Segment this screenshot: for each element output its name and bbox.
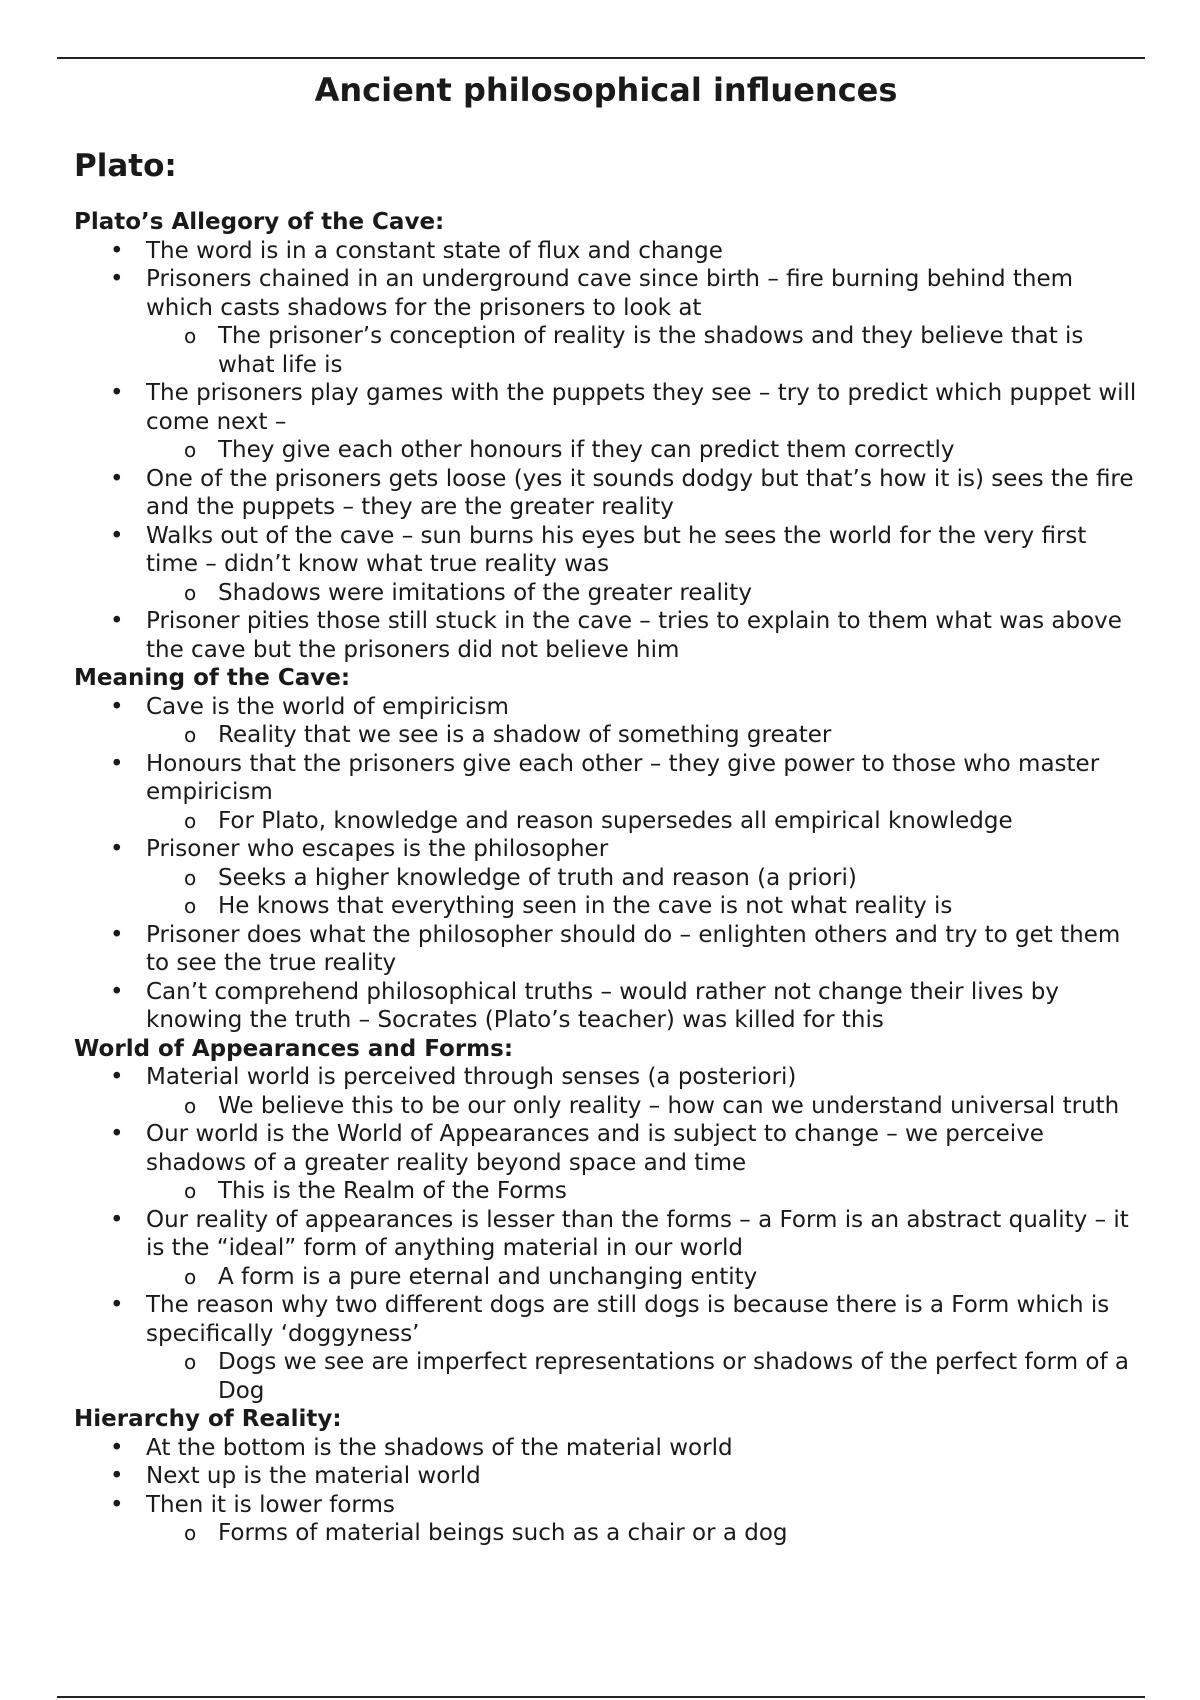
sub-bullet-icon: o <box>184 808 197 833</box>
bullet-text: At the bottom is the shadows of the material world <box>146 1434 733 1461</box>
sub-bullet-icon: o <box>184 865 197 890</box>
sub-bullet-item <box>146 322 1144 379</box>
top-rule <box>57 57 1145 59</box>
bullet-icon: • <box>110 266 124 292</box>
sub-bullet-item <box>146 1092 1144 1121</box>
section-heading-plato: Plato: <box>74 148 177 184</box>
bullet-item <box>74 379 1144 465</box>
sub-bullet-text: Seeks a higher knowledge of truth and reason (a priori) <box>218 864 857 891</box>
subsection-heading: Hierarchy of Reality: <box>74 1406 342 1432</box>
sub-bullet-list <box>146 579 1144 608</box>
bullet-icon: • <box>110 750 124 777</box>
bullet-icon: • <box>110 1064 124 1090</box>
sub-bullet-item <box>146 892 1144 921</box>
sub-bullet-text: They give each other honours if they can predict them correctly <box>218 437 955 463</box>
sub-bullet-item <box>146 1519 1144 1548</box>
notes-section <box>74 1035 1144 1406</box>
sub-bullet-icon: o <box>184 1264 197 1289</box>
bullet-text: One of the prisoners gets loose (yes it sounds dodgy but that’s how it is) sees the fire and the puppets – they are the greater reality <box>146 465 1134 520</box>
sub-bullet-list <box>146 436 1144 465</box>
bullet-text: Honours that the prisoners give each other – they give power to those who master empiricism <box>146 750 1100 805</box>
sub-bullet-text: For Plato, knowledge and reason supersedes all empirical knowledge <box>218 807 1013 834</box>
bullet-text: The prisoners play games with the puppets they see – try to predict which puppet will come next – <box>146 380 1137 435</box>
bullet-item <box>74 978 1144 1035</box>
bullet-icon: • <box>110 921 124 948</box>
document-page <box>74 68 1144 1548</box>
bullet-text: Walks out of the cave – sun burns his eyes but he sees the world for the very first time – didn’t know what true reality was <box>146 522 1087 577</box>
bullet-item <box>74 1491 1144 1548</box>
sub-bullet-item <box>146 1177 1144 1206</box>
sub-bullet-text: Shadows were imitations of the greater reality <box>218 579 752 606</box>
sub-bullet-text: Forms of material beings such as a chair or a dog <box>218 1520 788 1546</box>
sub-bullet-item <box>146 807 1144 836</box>
sub-bullet-item <box>146 1263 1144 1292</box>
bullet-item <box>74 1434 1144 1463</box>
sub-bullet-icon: o <box>184 723 197 747</box>
bullet-icon: • <box>110 1121 124 1147</box>
sub-bullet-list <box>146 1177 1144 1206</box>
sub-bullet-list <box>146 1092 1144 1121</box>
sub-bullet-list <box>146 864 1144 921</box>
sub-bullet-list <box>146 322 1144 379</box>
sub-bullet-icon: o <box>184 580 197 605</box>
sub-bullet-item <box>146 579 1144 608</box>
bullet-item <box>74 750 1144 836</box>
bullet-list <box>74 693 1144 1035</box>
bottom-rule <box>57 1696 1145 1698</box>
bullet-text: Can’t comprehend philosophical truths – would rather not change their lives by knowing the truth – Socrates (Plato’s teacher) was killed for this <box>146 978 1059 1033</box>
bullet-text: Prisoner pities those still stuck in the cave – tries to explain to them what was above the cave but the prisoners did not believe him <box>146 608 1122 663</box>
bullet-text: Prisoner does what the philosopher should do – enlighten others and try to get them to see the true reality <box>146 921 1121 976</box>
sub-bullet-list <box>146 1348 1144 1405</box>
sub-bullet-icon: o <box>184 324 197 348</box>
bullet-item <box>74 1206 1144 1292</box>
bullet-item <box>74 607 1144 664</box>
sub-bullet-icon: o <box>184 894 197 918</box>
bullet-item <box>74 465 1144 522</box>
notes-section <box>74 664 1144 1035</box>
bullet-list <box>74 237 1144 665</box>
bullet-text: Our reality of appearances is lesser than the forms – a Form is an abstract quality – it is the “ideal” form of anything material in our world <box>146 1206 1129 1261</box>
sub-bullet-item <box>146 864 1144 893</box>
bullet-icon: • <box>110 1463 124 1489</box>
sub-bullet-list <box>146 721 1144 750</box>
sub-bullet-icon: o <box>184 1350 197 1374</box>
sub-bullet-icon: o <box>184 1521 197 1545</box>
bullet-item <box>74 522 1144 608</box>
bullet-icon: • <box>110 1206 124 1233</box>
document-title: Ancient philosophical influences <box>314 71 898 109</box>
bullet-text: The reason why two different dogs are still dogs is because there is a Form which is specifically ‘doggyness’ <box>146 1292 1110 1347</box>
bullet-text: Then it is lower forms <box>146 1491 395 1518</box>
bullet-text: Material world is perceived through senses (a posteriori) <box>146 1064 797 1090</box>
sub-bullet-item <box>146 1348 1144 1405</box>
bullet-item <box>74 693 1144 750</box>
sub-bullet-icon: o <box>184 438 197 462</box>
notes-body <box>74 208 1144 1548</box>
bullet-icon: • <box>110 380 124 406</box>
subsection-heading: Meaning of the Cave: <box>74 665 351 691</box>
sub-bullet-text: Reality that we see is a shadow of something greater <box>218 722 832 748</box>
sub-bullet-text: We believe this to be our only reality – how can we understand universal truth <box>218 1092 1120 1119</box>
bullet-item <box>74 237 1144 266</box>
subsection-heading: World of Appearances and Forms: <box>74 1035 514 1062</box>
notes-section <box>74 1405 1144 1548</box>
sub-bullet-icon: o <box>184 1093 197 1118</box>
sub-bullet-icon: o <box>184 1179 197 1203</box>
bullet-item <box>74 835 1144 921</box>
bullet-icon: • <box>110 465 124 492</box>
sub-bullet-list <box>146 807 1144 836</box>
bullet-icon: • <box>110 693 124 720</box>
sub-bullet-text: He knows that everything seen in the cave is not what reality is <box>218 893 953 919</box>
bullet-item <box>74 1462 1144 1491</box>
bullet-item <box>74 1291 1144 1405</box>
sub-bullet-text: A form is a pure eternal and unchanging entity <box>218 1263 758 1290</box>
sub-bullet-text: This is the Realm of the Forms <box>218 1178 567 1204</box>
sub-bullet-list <box>146 1519 1144 1548</box>
subsection-heading: Plato’s Allegory of the Cave: <box>74 209 445 235</box>
bullet-icon: • <box>110 237 124 264</box>
bullet-text: Next up is the material world <box>146 1463 481 1489</box>
bullet-list <box>74 1434 1144 1548</box>
bullet-icon: • <box>110 836 124 862</box>
sub-bullet-list <box>146 1263 1144 1292</box>
bullet-text: The word is in a constant state of flux and change <box>146 237 723 264</box>
notes-section <box>74 208 1144 664</box>
bullet-icon: • <box>110 608 124 634</box>
bullet-list <box>74 1063 1144 1405</box>
bullet-icon: • <box>110 1491 124 1518</box>
bullet-item <box>74 265 1144 379</box>
bullet-text: Our world is the World of Appearances and is subject to change – we perceive shadows of a greater reality beyond space and time <box>146 1121 1044 1176</box>
bullet-item <box>74 1120 1144 1206</box>
bullet-icon: • <box>110 522 124 549</box>
bullet-text: Cave is the world of empiricism <box>146 693 509 720</box>
bullet-item <box>74 1063 1144 1120</box>
bullet-icon: • <box>110 978 124 1005</box>
bullet-text: Prisoners chained in an underground cave since birth – fire burning behind them which casts shadows for the prisoners to look at <box>146 266 1074 321</box>
sub-bullet-text: Dogs we see are imperfect representations or shadows of the perfect form of a Dog <box>218 1349 1129 1404</box>
bullet-item <box>74 921 1144 978</box>
bullet-text: Prisoner who escapes is the philosopher <box>146 836 609 862</box>
bullet-icon: • <box>110 1434 124 1461</box>
sub-bullet-text: The prisoner’s conception of reality is the shadows and they believe that is what life is <box>218 323 1084 378</box>
bullet-icon: • <box>110 1292 124 1318</box>
sub-bullet-item <box>146 721 1144 750</box>
sub-bullet-item <box>146 436 1144 465</box>
